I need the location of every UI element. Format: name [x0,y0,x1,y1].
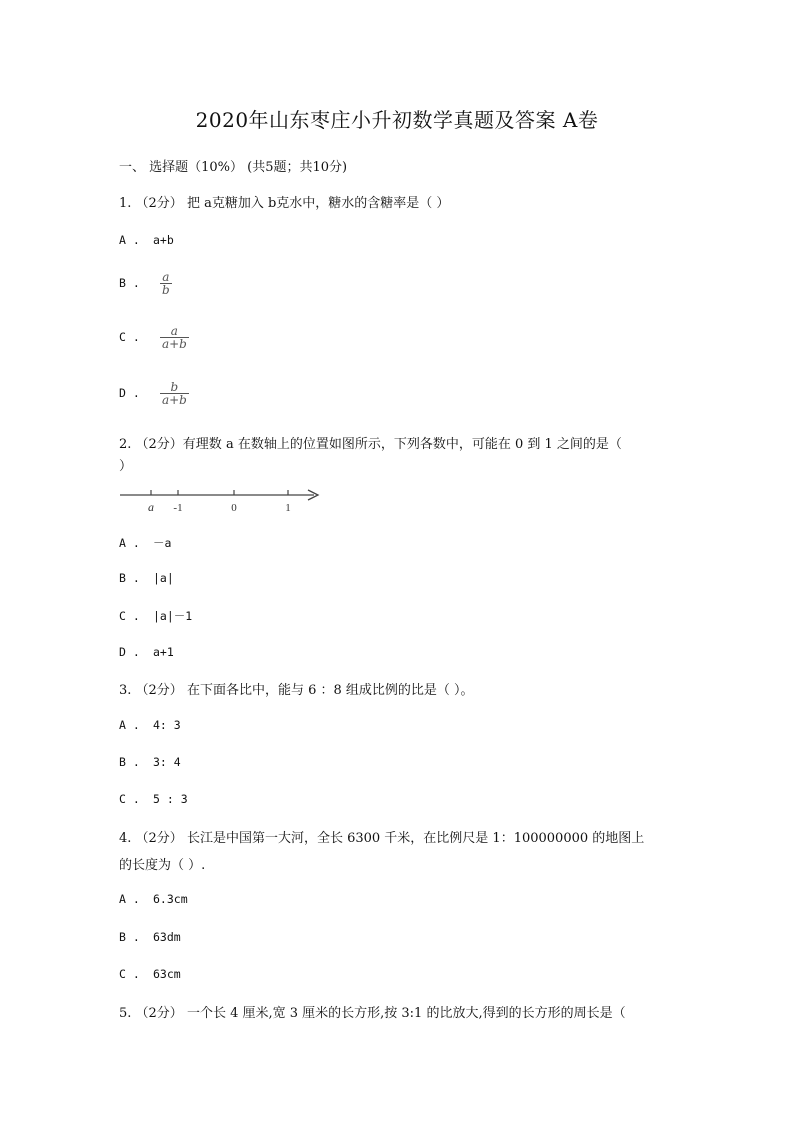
fraction-numerator: a [170,324,178,338]
option-text: a+b [153,233,174,247]
q3-option-b [119,755,181,769]
axis-label-neg1: -1 [173,502,183,514]
question-3-text: 3. （2分） 在下面各比中，能与 6 ：8 组成比例的比是（ ）。 [119,683,474,698]
fraction-denominator: a+b [161,393,187,407]
q3-option-a [119,718,181,732]
option-text: 5 : 3 [153,792,188,806]
option-label: C . [119,967,140,981]
q2-option-d [119,645,174,659]
option-label: D . [119,645,140,659]
option-text: 6.3cm [153,892,188,906]
question-5-text: 5. （2分） 一个长 4 厘米,宽 3 厘米的长方形,按 3:1 的比放大,得到的长方形的周长是（ [119,1006,626,1021]
option-label: C . [119,792,140,806]
question-4-text-cont: 的长度为（ ）. [119,858,206,873]
axis-label-1: 1 [285,502,291,514]
option-text: 3: 4 [153,755,181,769]
option-text: a+1 [153,645,174,659]
q1-option-d [119,381,189,406]
q1-option-b [119,271,172,296]
option-label: B . [119,755,140,769]
option-text: 63cm [153,967,181,981]
fraction-denominator: b [161,283,170,297]
q2-option-b [119,571,174,585]
question-4-text: 4. （2分） 长江是中国第一大河，全长 6300 千米，在比例尺是 1：100000000 的地图上 [119,831,645,846]
fraction [160,271,172,296]
q1-option-a [119,233,174,247]
option-text: 63dm [153,930,181,944]
option-label: A . [119,536,140,550]
number-line-figure [118,484,328,518]
q2-option-c [119,608,192,624]
q4-option-b [119,930,181,944]
option-label: A . [119,892,140,906]
option-label: C . [119,609,140,623]
option-label: B . [119,276,140,290]
option-label: A . [119,718,140,732]
section-heading: 一、 选择题（10%） (共5题；共10分) [119,160,348,175]
q4-option-a [119,892,188,906]
fraction-numerator: b [170,380,179,394]
option-label: A . [119,233,140,247]
q1-option-c [119,325,189,350]
fraction [160,325,189,350]
option-text: |a|－1 [153,609,193,623]
q3-option-c [119,792,188,806]
question-2-text-cont: ） [119,459,133,474]
option-label: B . [119,930,140,944]
fraction-denominator: a+b [161,337,187,351]
q2-option-a [119,535,171,551]
axis-label-a: a [148,500,154,514]
option-text: 4: 3 [153,718,181,732]
question-1-text: 1. （2分） 把 a克糖加入 b克水中，糖水的含糖率是（ ） [119,196,450,211]
q4-option-c [119,967,181,981]
fraction [160,381,189,406]
option-text: －a [153,536,172,550]
page-title: 2020年山东枣庄小升初数学真题及答案 A卷 [195,108,599,132]
axis-label-0: 0 [231,502,237,514]
question-2-text: 2. （2分）有理数 a 在数轴上的位置如图所示，下列各数中，可能在 0 到 1 之间的是（ [119,437,622,452]
option-label: B . [119,571,140,585]
option-label: D . [119,386,140,400]
option-text: |a| [153,571,174,585]
fraction-numerator: a [162,270,170,284]
option-label: C . [119,330,140,344]
